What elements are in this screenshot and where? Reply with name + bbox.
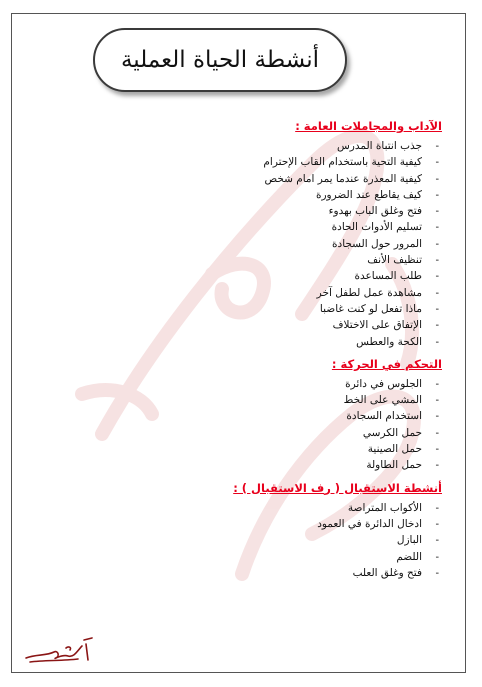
item-list [62, 138, 442, 350]
list-item: - طلب المساعدة [62, 268, 442, 284]
list-item: - الكحة والعطس [62, 334, 442, 350]
list-item: - فتح وغلق الباب بهدوء [62, 203, 442, 219]
section-heading: الآداب والمجاملات العامة : [295, 119, 442, 133]
item-list [62, 376, 442, 474]
list-item: - حمل الكرسي [62, 425, 442, 441]
list-item: - الأكواب المتراصة [62, 500, 442, 516]
list-item: - الجلوس في دائرة [62, 376, 442, 392]
list-item: - ادخال الدائرة في العمود [62, 516, 442, 532]
section-heading: التحكم في الحركة : [331, 356, 442, 371]
list-item: - كيف يقاطع عند الضرورة [62, 187, 442, 203]
list-item: - المرور حول السجادة [62, 236, 442, 252]
section-reception [62, 480, 442, 581]
list-item: - حمل الطاولة [62, 457, 442, 473]
page-title: أنشطة الحياة العملية [120, 47, 320, 73]
item-list [62, 500, 442, 581]
list-item: - استخدام السجادة [62, 408, 442, 424]
list-item: - مشاهدة عمل لطفل آخر [62, 285, 442, 301]
signature-logo [22, 634, 102, 668]
list-item: - جذب انتباة المدرس [62, 138, 442, 154]
section-etiquette [62, 118, 442, 350]
list-item: - البازل [62, 532, 442, 548]
list-item: - ماذا تفعل لو كنت غاضبا [62, 301, 442, 317]
title-box [93, 28, 347, 92]
content [62, 118, 442, 581]
list-item: - كيفية التحية باستخدام القاب الإحترام [62, 154, 442, 170]
list-item: - المشي على الخط [62, 392, 442, 408]
list-item: - حمل الصينية [62, 441, 442, 457]
list-item: - تنظيف الأنف [62, 252, 442, 268]
list-item: - الإتفاق على الاختلاف [62, 317, 442, 333]
list-item: - فتح وغلق العلب [62, 565, 442, 581]
list-item: - كيفية المعذرة عندما يمر امام شخص [62, 171, 442, 187]
list-item: - اللضم [62, 549, 442, 565]
list-item: - تسليم الأدوات الحادة [62, 219, 442, 235]
section-heading: أنشطة الاستقبال ( رف الاستقبال ) : [233, 480, 442, 495]
section-movement [62, 356, 442, 474]
